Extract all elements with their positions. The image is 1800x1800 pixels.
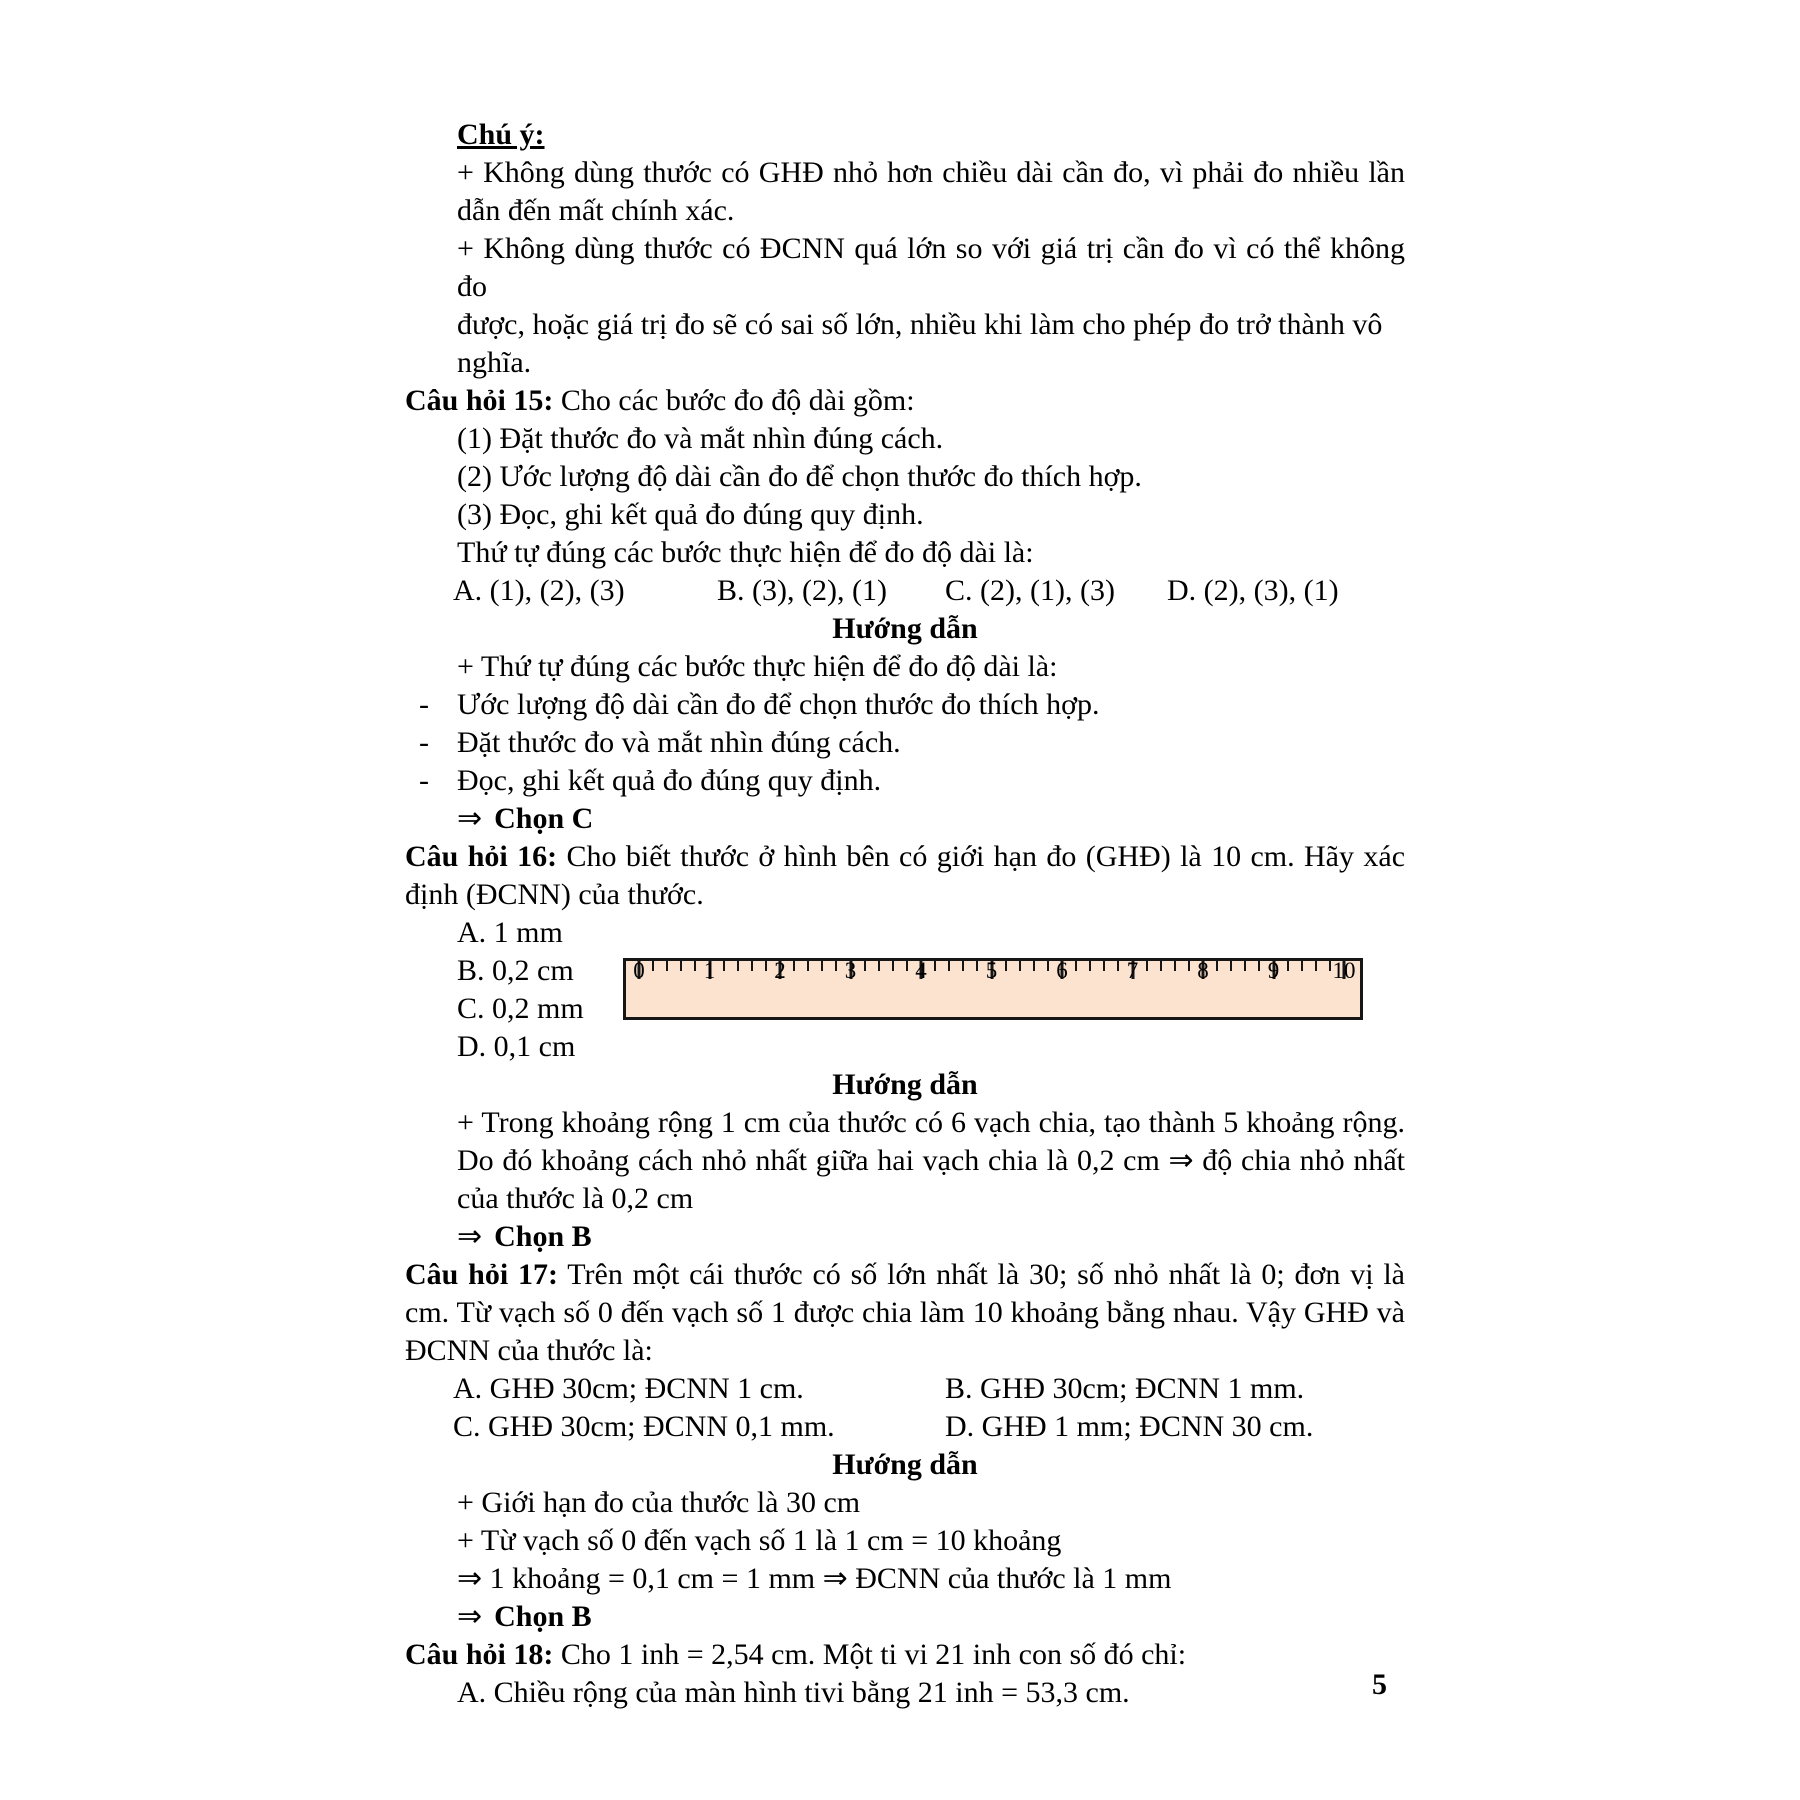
ruler-tick <box>652 961 654 971</box>
implies-arrow: ⇒ <box>457 802 483 835</box>
question-16-line-2: định (ĐCNN) của thước. <box>405 878 704 911</box>
ruler-tick <box>694 961 696 971</box>
ruler-tick <box>948 961 950 971</box>
q15-answer-text: Chọn C <box>494 802 594 835</box>
ruler-tick <box>1188 961 1190 971</box>
ruler-tick <box>892 961 894 971</box>
page-number: 5 <box>1372 1668 1387 1701</box>
ruler-tick <box>878 961 880 971</box>
note-item-2-line-1: + Không dùng thước có ĐCNN quá lớn so với giá trị cần đo vì có thể không đo <box>457 232 1405 303</box>
q15-guide-bullet-3 <box>405 762 1405 800</box>
option-d: D. GHĐ 1 mm; ĐCNN 30 cm. <box>945 1410 1314 1443</box>
ruler-number: 0 <box>633 958 645 983</box>
question-18-option-a: A. Chiều rộng của màn hình tivi bằng 21 inh = 53,3 cm. <box>457 1676 1130 1709</box>
q17-answer-text: Chọn B <box>494 1600 592 1633</box>
q17-guide-line-1: + Giới hạn đo của thước là 30 cm <box>457 1486 861 1519</box>
option-b: B. 0,2 cm <box>457 954 574 987</box>
ruler-tick <box>1216 961 1218 971</box>
q16-guide-line-3: của thước là 0,2 cm <box>457 1182 694 1215</box>
ruler-scale <box>633 958 1356 1017</box>
option-b: B. (3), (2), (1) <box>717 574 887 607</box>
question-16-options-and-figure <box>405 914 1405 1066</box>
question-16-line-1 <box>405 838 1405 876</box>
ruler-tick <box>680 961 682 971</box>
question-16-label: Câu hỏi 16: <box>405 840 558 873</box>
ruler-tick <box>751 961 753 971</box>
ruler-number: 9 <box>1267 958 1280 983</box>
ruler-tick <box>835 961 837 971</box>
question-17-label: Câu hỏi 17: <box>405 1258 558 1291</box>
ruler-tick <box>1033 961 1035 971</box>
ruler-tick <box>723 961 725 971</box>
note-title <box>405 116 1405 154</box>
ruler-number: 8 <box>1197 958 1209 983</box>
q17-answer <box>405 1598 1405 1636</box>
ruler-number: 2 <box>774 958 786 983</box>
q17-guide-line-3: ⇒ 1 khoảng = 0,1 cm = 1 mm ⇒ ĐCNN của thước là 1 mm <box>457 1562 1172 1595</box>
ruler-tick <box>666 961 668 971</box>
dash-bullet: - <box>419 764 429 797</box>
note-title-text: Chú ý: <box>457 118 545 151</box>
option-a: A. 1 mm <box>457 916 563 949</box>
ruler-number: 10 <box>1332 958 1356 983</box>
ruler-tick <box>1244 961 1246 971</box>
ruler-tick <box>906 961 908 971</box>
note-item-2-line-2: được, hoặc giá trị đo sẽ có sai số lớn, nhiều khi làm cho phép đo trở thành vô nghĩa. <box>457 308 1383 379</box>
ruler-number: 7 <box>1126 958 1139 983</box>
ruler-tick <box>1019 961 1021 971</box>
note-item-1-line-2: dẫn đến mất chính xác. <box>457 194 735 227</box>
option-c: C. GHĐ 30cm; ĐCNN 0,1 mm. <box>453 1410 835 1443</box>
question-15-question: Thứ tự đúng các bước thực hiện để đo độ dài là: <box>457 536 1034 569</box>
bullet-text: Ước lượng độ dài cần đo để chọn thước đo thích hợp. <box>457 688 1100 721</box>
ruler-tick <box>1075 961 1077 971</box>
question-15-label: Câu hỏi 15: <box>405 384 554 417</box>
guide-heading-q16: Hướng dẫn <box>832 1068 978 1101</box>
ruler-number: 3 <box>844 958 857 983</box>
ruler-tick <box>1174 961 1176 971</box>
dash-bullet: - <box>419 688 429 721</box>
bullet-text: Đặt thước đo và mắt nhìn đúng cách. <box>457 726 901 759</box>
ruler-tick <box>1005 961 1007 971</box>
option-d: D. 0,1 cm <box>457 1030 576 1063</box>
ruler-tick <box>962 961 964 971</box>
ruler-tick <box>1287 961 1289 971</box>
ruler-tick <box>1089 961 1091 971</box>
question-15-intro <box>405 382 1405 420</box>
question-18-label: Câu hỏi 18: <box>405 1638 554 1671</box>
implies-arrow: ⇒ <box>457 1600 483 1633</box>
ruler-tick <box>864 961 866 971</box>
q15-guide-bullet-1 <box>405 686 1405 724</box>
ruler-figure <box>623 958 1363 1020</box>
ruler-tick <box>1117 961 1119 971</box>
question-17-line-3: ĐCNN của thước là: <box>405 1334 653 1367</box>
ruler-tick <box>1258 961 1260 971</box>
option-c: C. 0,2 mm <box>457 992 584 1025</box>
ruler-tick <box>1103 961 1105 971</box>
guide-heading-q15: Hướng dẫn <box>832 612 978 645</box>
question-17-line-2: cm. Từ vạch số 0 đến vạch số 1 được chia làm 10 khoảng bằng nhau. Vậy GHĐ và <box>405 1296 1405 1329</box>
ruler-tick <box>807 961 809 971</box>
q16-answer-text: Chọn B <box>494 1220 592 1253</box>
question-15-step-3: (3) Đọc, ghi kết quả đo đúng quy định. <box>457 498 924 531</box>
question-15-intro-text: Cho các bước đo độ dài gồm: <box>553 384 915 417</box>
question-17-options-row-2 <box>405 1408 1405 1446</box>
ruler-tick <box>793 961 795 971</box>
ruler-tick <box>976 961 978 971</box>
ruler-tick <box>821 961 823 971</box>
bullet-text: Đọc, ghi kết quả đo đúng quy định. <box>457 764 882 797</box>
ruler-number: 6 <box>1056 958 1068 983</box>
ruler-tick <box>1329 961 1331 971</box>
guide-heading-q17: Hướng dẫn <box>832 1448 978 1481</box>
option-c: C. (2), (1), (3) <box>945 574 1115 607</box>
implies-arrow: ⇒ <box>457 1220 483 1253</box>
option-d: D. (2), (3), (1) <box>1167 574 1339 607</box>
note-item-1-line-1: + Không dùng thước có GHĐ nhỏ hơn chiều dài cần đo, vì phải đo nhiều lần <box>457 156 1405 189</box>
ruler-tick <box>934 961 936 971</box>
question-15-step-1: (1) Đặt thước đo và mắt nhìn đúng cách. <box>457 422 944 455</box>
question-15-options <box>405 572 1405 610</box>
q15-answer <box>405 800 1405 838</box>
ruler-tick <box>1160 961 1162 971</box>
q16-guide-line-1: + Trong khoảng rộng 1 cm của thước có 6 vạch chia, tạo thành 5 khoảng rộng. <box>457 1106 1405 1139</box>
ruler-tick <box>765 961 767 971</box>
q15-guide-intro: + Thứ tự đúng các bước thực hiện để đo độ dài là: <box>457 650 1058 683</box>
q16-answer <box>405 1218 1405 1256</box>
ruler-number: 1 <box>703 958 716 983</box>
option-b: B. GHĐ 30cm; ĐCNN 1 mm. <box>945 1372 1305 1405</box>
question-17-options-row-1 <box>405 1370 1405 1408</box>
option-a: A. (1), (2), (3) <box>453 574 625 607</box>
ruler-tick <box>1047 961 1049 971</box>
question-16-text: Cho biết thước ở hình bên có giới hạn đo (GHĐ) là 10 cm. Hãy xác <box>557 840 1406 873</box>
option-a: A. GHĐ 30cm; ĐCNN 1 cm. <box>453 1372 804 1405</box>
ruler-tick <box>1315 961 1317 971</box>
ruler-number: 4 <box>915 958 927 983</box>
ruler-number: 5 <box>985 958 998 983</box>
question-18-intro <box>405 1636 1405 1674</box>
ruler-tick <box>1146 961 1148 971</box>
page-content <box>405 116 1405 1712</box>
q16-guide-line-2: Do đó khoảng cách nhỏ nhất giữa hai vạch chia là 0,2 cm ⇒ độ chia nhỏ nhất <box>457 1144 1405 1177</box>
question-17-line-1 <box>405 1256 1405 1294</box>
question-17-text: Trên một cái thước có số lớn nhất là 30; số nhỏ nhất là 0; đơn vị là <box>557 1258 1405 1291</box>
q15-guide-bullet-2 <box>405 724 1405 762</box>
dash-bullet: - <box>419 726 429 759</box>
question-18-text: Cho 1 inh = 2,54 cm. Một ti vi 21 inh con số đó chỉ: <box>553 1638 1187 1671</box>
ruler-tick <box>1301 961 1303 971</box>
ruler-tick <box>1230 961 1232 971</box>
question-15-step-2: (2) Ước lượng độ dài cần đo để chọn thước đo thích hợp. <box>457 460 1142 493</box>
ruler-tick <box>737 961 739 971</box>
q17-guide-line-2: + Từ vạch số 0 đến vạch số 1 là 1 cm = 10 khoảng <box>457 1524 1062 1557</box>
